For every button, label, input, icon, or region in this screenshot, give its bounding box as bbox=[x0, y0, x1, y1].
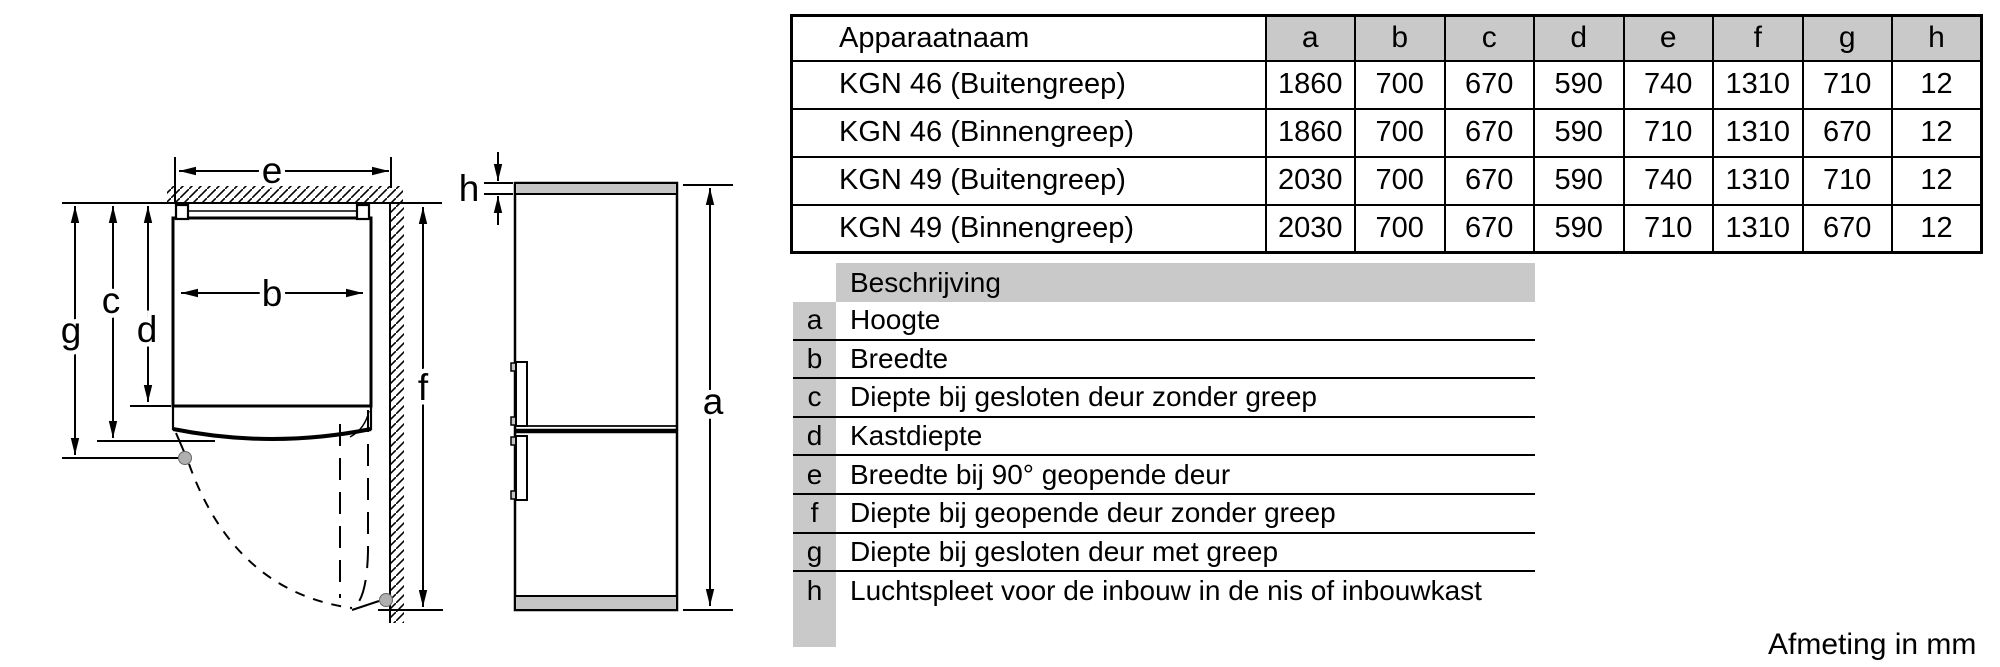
row-label: KGN 46 (Buitengreep) bbox=[792, 61, 1266, 109]
dimension-diagram bbox=[0, 0, 760, 667]
legend-key: f bbox=[793, 495, 836, 532]
list-item bbox=[793, 379, 1535, 418]
table-cell: 1310 bbox=[1713, 61, 1803, 109]
open-door-bottom-edge bbox=[352, 601, 379, 610]
table-cell: 670 bbox=[1803, 109, 1893, 157]
legend-key-column-tail bbox=[793, 611, 836, 647]
list-item bbox=[793, 534, 1535, 573]
table-cell: 12 bbox=[1892, 157, 1982, 205]
col-header-b: b bbox=[1355, 16, 1445, 61]
row-label: KGN 49 (Buitengreep) bbox=[792, 157, 1266, 205]
table-cell: 670 bbox=[1445, 61, 1535, 109]
door-swing-arc bbox=[189, 464, 352, 608]
legend-key: h bbox=[793, 572, 836, 611]
legend-text: Diepte bij gesloten deur zonder greep bbox=[850, 381, 1317, 413]
legend-text: Diepte bij geopende deur zonder greep bbox=[850, 497, 1336, 529]
hinge-block-right bbox=[357, 205, 369, 219]
legend-text: Breedte bbox=[850, 342, 949, 374]
dim-label-d: d bbox=[136, 309, 158, 350]
table-cell: 670 bbox=[1803, 205, 1893, 253]
table-cell: 1310 bbox=[1713, 205, 1803, 253]
dim-label-b: b bbox=[261, 273, 283, 314]
wall-hatch-right bbox=[390, 203, 404, 623]
dim-label-h: h bbox=[458, 168, 480, 209]
table-cell: 700 bbox=[1355, 61, 1445, 109]
hinge-dot-closed bbox=[179, 452, 192, 465]
table-row bbox=[792, 157, 1982, 205]
table-cell: 700 bbox=[1355, 205, 1445, 253]
table-row bbox=[792, 109, 1982, 157]
dim-label-g: g bbox=[60, 310, 82, 351]
row-label: KGN 49 (Binnengreep) bbox=[792, 205, 1266, 253]
col-header-f: f bbox=[1713, 16, 1803, 61]
table-row bbox=[792, 61, 1982, 109]
legend-text: Luchtspleet voor de inbouw in de nis of inbouwkast bbox=[850, 575, 1482, 607]
top-view-diagram bbox=[61, 150, 443, 623]
table-cell: 710 bbox=[1803, 157, 1893, 205]
open-door-back-line bbox=[358, 410, 368, 603]
row-label: KGN 46 (Binnengreep) bbox=[792, 109, 1266, 157]
legend-text: Breedte bij 90° geopende deur bbox=[850, 458, 1231, 490]
lower-door-handle bbox=[516, 436, 527, 500]
door-front-arc bbox=[173, 429, 371, 439]
legend-key: e bbox=[793, 456, 836, 493]
table-cell: 710 bbox=[1803, 61, 1893, 109]
table-cell: 700 bbox=[1355, 157, 1445, 205]
table-cell: 12 bbox=[1892, 109, 1982, 157]
table-cell: 2030 bbox=[1266, 157, 1356, 205]
list-item bbox=[793, 418, 1535, 457]
col-header-e: e bbox=[1624, 16, 1714, 61]
list-item bbox=[793, 456, 1535, 495]
hinge-block-left bbox=[176, 205, 188, 219]
list-item bbox=[793, 341, 1535, 380]
legend-text: Hoogte bbox=[850, 304, 941, 336]
list-item bbox=[793, 302, 1535, 341]
table-cell: 740 bbox=[1624, 157, 1714, 205]
legend-key: g bbox=[793, 534, 836, 571]
hinge-dot-open bbox=[380, 594, 393, 607]
air-gap-cap bbox=[515, 183, 677, 194]
table-cell: 590 bbox=[1534, 61, 1624, 109]
col-header-c: c bbox=[1445, 16, 1535, 61]
table-row bbox=[792, 205, 1982, 253]
table-cell: 590 bbox=[1534, 205, 1624, 253]
table-cell: 1860 bbox=[1266, 109, 1356, 157]
upper-door-handle bbox=[516, 362, 527, 426]
table-cell: 740 bbox=[1624, 61, 1714, 109]
col-header-name: Apparaatnaam bbox=[792, 16, 1266, 61]
legend-header: Beschrijving bbox=[836, 263, 1535, 302]
list-item bbox=[793, 572, 1535, 611]
table-cell: 12 bbox=[1892, 61, 1982, 109]
legend-key: b bbox=[793, 341, 836, 378]
table-cell: 700 bbox=[1355, 109, 1445, 157]
door-edge-tick bbox=[176, 433, 185, 454]
dim-label-f: f bbox=[417, 367, 429, 408]
table-cell: 710 bbox=[1624, 109, 1714, 157]
legend-key: d bbox=[793, 418, 836, 455]
spec-table bbox=[790, 14, 1983, 254]
wall-hatch-top bbox=[167, 186, 403, 203]
table-cell: 670 bbox=[1445, 205, 1535, 253]
table-cell: 590 bbox=[1534, 109, 1624, 157]
front-view-diagram bbox=[459, 152, 733, 610]
table-cell: 12 bbox=[1892, 205, 1982, 253]
col-header-g: g bbox=[1803, 16, 1893, 61]
table-cell: 670 bbox=[1445, 109, 1535, 157]
legend-text: Diepte bij gesloten deur met greep bbox=[850, 535, 1279, 567]
legend bbox=[793, 263, 1535, 647]
plinth bbox=[515, 596, 677, 610]
legend-key: a bbox=[793, 302, 836, 339]
col-header-a: a bbox=[1266, 16, 1356, 61]
legend-key: c bbox=[793, 379, 836, 416]
cabinet-front-view bbox=[515, 183, 677, 610]
legend-text: Kastdiepte bbox=[850, 420, 983, 452]
col-header-h: h bbox=[1892, 16, 1982, 61]
dim-label-e: e bbox=[261, 150, 283, 191]
table-cell: 710 bbox=[1624, 205, 1714, 253]
list-item bbox=[793, 495, 1535, 534]
table-cell: 1310 bbox=[1713, 157, 1803, 205]
table-cell: 590 bbox=[1534, 157, 1624, 205]
table-cell: 1310 bbox=[1713, 109, 1803, 157]
units-note: Afmeting in mm bbox=[1768, 628, 1977, 661]
dim-label-a: a bbox=[702, 381, 724, 422]
col-header-d: d bbox=[1534, 16, 1624, 61]
table-cell: 2030 bbox=[1266, 205, 1356, 253]
spec-table-header-row bbox=[792, 16, 1982, 61]
table-cell: 670 bbox=[1445, 157, 1535, 205]
table-cell: 1860 bbox=[1266, 61, 1356, 109]
dim-label-c: c bbox=[101, 280, 121, 321]
